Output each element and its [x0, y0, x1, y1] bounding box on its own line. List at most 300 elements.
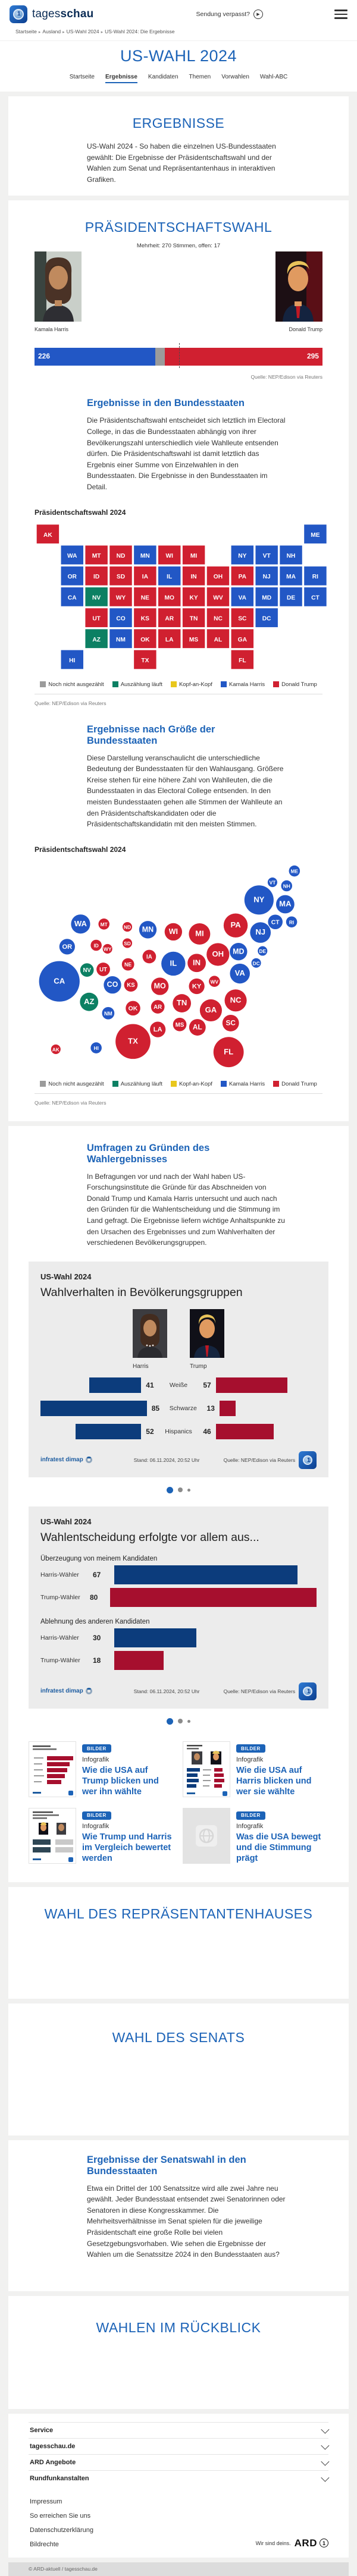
legend-label: Donald Trump: [281, 681, 317, 688]
trump-bar: [114, 1651, 164, 1670]
state-label-MS: MS: [189, 636, 199, 643]
state-bubble-label-IA: IA: [146, 954, 152, 961]
state-label-MT: MT: [92, 552, 101, 559]
legend-label: Noch nicht ausgezählt: [48, 681, 104, 688]
state-label-HI: HI: [69, 657, 76, 664]
majority-marker: [179, 343, 180, 368]
legend-label: Noch nicht ausgezählt: [48, 1080, 104, 1087]
state-label-KY: KY: [189, 594, 198, 601]
provider-logo: infratest dimap: [40, 1688, 92, 1694]
state-label-WA: WA: [67, 552, 77, 559]
demographics-chart: [40, 1377, 317, 1439]
state-bubble-label-NV: NV: [83, 967, 91, 974]
breadcrumb-separator: ▸: [38, 30, 41, 34]
state-label-CO: CO: [116, 615, 126, 622]
state-bubble-label-AK: AK: [52, 1046, 60, 1053]
state-label-SD: SD: [116, 573, 126, 580]
carousel-dot-1[interactable]: [167, 1487, 173, 1493]
breadcrumb-current[interactable]: US-Wahl 2024: Die Ergebnisse: [105, 29, 175, 34]
demo-row-schwarze: [40, 1401, 317, 1416]
house-card: [8, 1887, 349, 1999]
state-bubble-label-IL: IL: [170, 958, 177, 968]
legend-label: Auszählung läuft: [120, 1080, 162, 1087]
review-card: [8, 2296, 349, 2409]
harris-photo-block: [35, 251, 82, 332]
state-label-VT: VT: [262, 552, 271, 559]
voter-group-label: Harris-Wähler: [40, 1634, 79, 1641]
geo-map-label: Präsidentschaftswahl 2024: [35, 508, 126, 517]
state-bubble-label-VA: VA: [234, 968, 245, 977]
legend-item: [112, 681, 162, 688]
harris-photo: [35, 251, 82, 322]
globe-placeholder-icon: [195, 1824, 218, 1848]
state-label-OH: OH: [213, 573, 223, 580]
hub-tabs: [0, 74, 357, 83]
teaser-title: Wie Trump und Harris im Vergleich bewertet werden: [82, 1832, 172, 1864]
teaser-harris-profile[interactable]: [183, 1741, 328, 1797]
senate-card: [8, 2003, 349, 2135]
state-bubble-label-WV: WV: [210, 978, 219, 985]
page-title: US-WAHL 2024: [120, 47, 237, 65]
source-note: Quelle: NEP/Edison via Reuters: [250, 374, 322, 380]
state-label-IL: IL: [167, 573, 173, 580]
carousel-dot-2[interactable]: [178, 1719, 183, 1723]
breadcrumb: [10, 25, 347, 39]
ard-brand: [256, 2537, 328, 2549]
ard-claim-text: Wir sind deins.: [255, 2540, 291, 2546]
carousel-dots: [8, 1487, 349, 1493]
infographic-footer: [40, 1451, 317, 1469]
state-label-WY: WY: [115, 594, 126, 601]
state-bubble-label-MI: MI: [195, 929, 204, 938]
state-label-NH: NH: [286, 552, 296, 559]
us-states-bubble-map[interactable]: [35, 860, 332, 1072]
trump-photo-block: [275, 251, 322, 332]
voter-group-label: Trump-Wähler: [40, 1656, 80, 1664]
carousel-dot-1[interactable]: [167, 1718, 173, 1725]
legend-item: [171, 681, 212, 688]
breadcrumb-separator: ▸: [101, 30, 104, 34]
candidates-row: [35, 251, 322, 341]
legend-item: [273, 1081, 317, 1087]
breadcrumb-separator: ▸: [62, 30, 65, 34]
state-label-NC: NC: [214, 615, 223, 622]
decision-row: [40, 1650, 317, 1671]
state-label-UT: UT: [92, 615, 101, 622]
state-bubble-label-AL: AL: [192, 1023, 202, 1031]
election-hub-header: [0, 40, 357, 92]
us-states-map[interactable]: [35, 523, 332, 672]
ard-one-icon: 1: [320, 2539, 328, 2547]
harris-votes: 226: [38, 352, 51, 361]
state-label-DE: DE: [286, 594, 296, 601]
legend-swatch: [112, 1081, 118, 1087]
state-bubble-label-LA: LA: [153, 1026, 162, 1033]
legend-label: Kamala Harris: [228, 681, 265, 688]
size-section-text: Diese Darstellung veranschaulicht die unterschiedliche Bedeutung der Bundesstaaten für den Wahlausgang. Größere Kreise stehen für eine höhere Zahl von Wahlleuten, die die Bundesstaaten in das Electoral College entsenden. In den meisten Bundesstaaten gehen alle Stimmen der Wahlleute an den Präsidentschaftskandidaten oder die Präsidentschaftskandidatin mit den meisten Stimmen.: [87, 753, 284, 829]
state-bubble-label-NE: NE: [124, 961, 132, 968]
results-intro-text: US-Wahl 2024 - So haben die einzelnen US-Bundesstaaten gewählt: Die Ergebnisse der Präsidentschaftswahl und der Wahlen zum Senat und Repräsentantenhaus in interaktiven Grafiken.: [87, 142, 276, 184]
teaser-title: Was die USA bewegt und die Stimmung prägt: [236, 1832, 321, 1864]
provider-ring-icon: [86, 1457, 92, 1463]
link-impressum[interactable]: Impressum: [30, 2498, 62, 2505]
state-label-LA: LA: [165, 636, 174, 643]
state-bubble-label-GA: GA: [205, 1005, 217, 1014]
state-label-WI: WI: [165, 552, 173, 559]
infographic-decision: [29, 1506, 328, 1709]
state-bubble-label-DE: DE: [259, 948, 267, 954]
state-bubble-label-NH: NH: [283, 883, 290, 889]
breadcrumb-ausland[interactable]: Ausland: [42, 29, 61, 34]
footer-accordion-service[interactable]: Service: [29, 2422, 328, 2438]
infographic-demographics: [29, 1262, 328, 1477]
state-label-IN: IN: [190, 573, 197, 580]
state-bubble-label-NM: NM: [104, 1010, 112, 1017]
infographic-title: Wahlverhalten in Bevölkerungsgruppen: [40, 1285, 243, 1299]
chevron-down-icon: [321, 2425, 329, 2433]
legend-swatch: [221, 681, 227, 687]
state-label-NV: NV: [92, 594, 101, 601]
senate-heading: WAHL DES SENATS: [112, 2029, 245, 2045]
infographic-source: Quelle: NEP/Edison via Reuters: [223, 1457, 296, 1463]
legend-swatch: [112, 681, 118, 687]
state-label-AZ: AZ: [92, 636, 101, 643]
state-bubble-label-PA: PA: [230, 920, 241, 929]
state-label-NE: NE: [140, 594, 149, 601]
decision-row: [40, 1565, 317, 1585]
globe-icon: [13, 9, 24, 20]
infographic-kicker: US-Wahl 2024: [40, 1272, 92, 1281]
legend-item: [40, 681, 104, 688]
state-bubble-label-CA: CA: [54, 976, 65, 985]
president-card: [8, 200, 349, 1121]
play-icon[interactable]: ▶: [253, 10, 263, 19]
state-label-AK: AK: [43, 531, 52, 539]
tab-themen[interactable]: Themen: [189, 74, 211, 80]
state-label-DC: DC: [262, 615, 271, 622]
divider: [35, 1093, 322, 1094]
state-label-MA: MA: [286, 573, 296, 580]
trump-value: 57: [203, 1380, 211, 1389]
state-bubble-label-CO: CO: [107, 980, 118, 989]
state-label-AL: AL: [214, 636, 223, 643]
state-bubble-label-MN: MN: [142, 925, 154, 934]
infographic-title: Wahlentscheidung erfolgte vor allem aus...: [40, 1530, 259, 1544]
breadcrumb-uswahl[interactable]: US-Wahl 2024: [66, 29, 99, 34]
legend-swatch: [221, 1081, 227, 1087]
harris-bar: [40, 1401, 147, 1416]
tab-kandidaten[interactable]: Kandidaten: [148, 74, 178, 80]
harris-thumb-photo: [133, 1309, 167, 1358]
legend-item: [273, 681, 317, 688]
voter-group-label: Harris-Wähler: [40, 1571, 79, 1578]
bubble-map-label: Präsidentschaftswahl 2024: [35, 845, 126, 854]
tab-wahl-abc[interactable]: Wahl-ABC: [259, 74, 288, 80]
teaser-thumbnail-placeholder: [183, 1808, 230, 1864]
globe-icon: [303, 1455, 312, 1465]
state-label-ND: ND: [116, 552, 126, 559]
demo-row-hispanics: [40, 1424, 317, 1439]
demo-row-weiße: [40, 1377, 317, 1393]
carousel-dots: [8, 1718, 349, 1725]
legend-item: [221, 681, 265, 688]
harris-value: 41: [146, 1380, 154, 1389]
trump-photo: [275, 251, 322, 322]
bilder-badge: BILDER: [236, 1811, 265, 1820]
survey-heading: Umfragen zu Gründen des Wahlergebnisses: [87, 1142, 210, 1165]
legend-label: Kamala Harris: [228, 1080, 265, 1087]
state-label-PA: PA: [238, 573, 247, 580]
state-bubble-label-IN: IN: [193, 957, 201, 967]
state-bubble-label-CT: CT: [271, 919, 280, 926]
state-bubble-label-AR: AR: [154, 1004, 162, 1011]
group-label: Hispanics: [165, 1427, 192, 1435]
harris-name: Kamala Harris: [35, 326, 69, 333]
teaser-compare-rating[interactable]: [29, 1808, 174, 1864]
state-bubble-label-MD: MD: [233, 946, 245, 955]
state-bubble-label-OH: OH: [212, 949, 224, 958]
trump-bar: [216, 1424, 274, 1439]
state-bubble-label-WY: WY: [103, 946, 112, 952]
trump-name: Donald Trump: [289, 326, 322, 333]
menu-icon[interactable]: [334, 10, 347, 19]
tagesschau-logo-icon: [299, 1451, 317, 1469]
state-bubble-label-TN: TN: [176, 998, 187, 1007]
carousel-dot-3[interactable]: [187, 1489, 190, 1492]
tab-startseite[interactable]: Startseite: [69, 74, 95, 80]
legend-label: Kopf-an-Kopf: [178, 1080, 212, 1087]
legend-swatch: [171, 681, 177, 687]
value: 80: [89, 1593, 98, 1602]
legend-swatch: [273, 681, 279, 687]
decision-group-title: Überzeugung von meinem Kandidaten: [40, 1555, 158, 1562]
tagesschau-logo-icon[interactable]: [10, 5, 27, 23]
state-label-WV: WV: [213, 594, 223, 601]
ard-logo: ARD: [294, 2537, 317, 2549]
map-legend: [8, 681, 349, 688]
carousel-dot-3[interactable]: [187, 1720, 190, 1723]
state-bubble-label-ME: ME: [290, 868, 299, 875]
chevron-down-icon: [321, 2441, 329, 2449]
globe-icon: [303, 1687, 312, 1696]
president-heading: PRÄSIDENTSCHAFTSWAHL: [84, 219, 273, 235]
bilder-badge: BILDER: [82, 1744, 111, 1753]
decision-row: [40, 1587, 317, 1608]
state-label-ID: ID: [93, 573, 100, 580]
trump-bar: [220, 1401, 236, 1416]
map-legend: [8, 1081, 349, 1087]
state-bubble-label-NJ: NJ: [255, 927, 266, 936]
voter-group-label: Trump-Wähler: [40, 1593, 80, 1601]
group-label: Weiße: [169, 1381, 188, 1389]
value: 30: [93, 1633, 101, 1642]
teaser-thumbnail: [29, 1808, 76, 1864]
infographic-photos: [40, 1309, 317, 1370]
missed-show-link[interactable]: [196, 10, 263, 19]
state-bubble-label-WI: WI: [168, 927, 178, 936]
group-label: Schwarze: [169, 1404, 197, 1412]
footer-accordion-ard[interactable]: ARD Angebote: [29, 2454, 328, 2470]
teaser-kicker: Infografik: [82, 1823, 109, 1830]
bubble-map-wrap: [35, 860, 322, 1075]
state-bubble-label-MA: MA: [279, 899, 292, 908]
breadcrumb-startseite[interactable]: Startseite: [15, 29, 37, 34]
state-label-MO: MO: [164, 594, 174, 601]
link-bildrechte[interactable]: Bildrechte: [30, 2540, 59, 2548]
legend-label: Donald Trump: [281, 1080, 317, 1087]
tab-vorwahlen[interactable]: Vorwahlen: [221, 74, 249, 80]
house-heading: WAHL DES REPRÄSENTANTENHAUSES: [44, 1905, 313, 1921]
state-label-CT: CT: [311, 594, 320, 601]
state-label-NJ: NJ: [262, 573, 271, 580]
infographic-kicker: US-Wahl 2024: [40, 1517, 92, 1526]
ev-segment-donald-trump: [165, 348, 322, 366]
teaser-title: Wie die USA auf Trump blicken und wer ihn wählte: [82, 1765, 159, 1797]
trump-votes: 295: [306, 352, 319, 361]
harris-bar: [76, 1424, 140, 1439]
harris-value: 52: [146, 1427, 154, 1436]
electoral-bar-wrap: [35, 343, 322, 368]
state-bubble-label-VT: VT: [269, 879, 276, 886]
size-section-heading: Ergebnisse nach Größe der Bundesstaaten: [87, 724, 215, 746]
chevron-down-icon: [321, 2457, 329, 2465]
trump-bar: [216, 1377, 287, 1393]
value: 67: [93, 1570, 101, 1579]
senate-results-text: Etwa ein Drittel der 100 Senatssitze wird alle zwei Jahre neu gewählt. Jeder Bundesstaat entsendet zwei Senatorinnen oder Senatoren in diese Kongresskammer. Die Mehrheitsverhältnisse im Senat spielen für die jeweilige Präsidentschaft eine große Rolle bei vielen Gesetzgebungsvorhaben. Wie sehen die Ergebnisse der Wahlen um die Senatssitze 2024 in den Bundesstaaten aus?: [87, 2184, 286, 2259]
state-label-SC: SC: [238, 615, 247, 622]
state-bubble-label-AZ: AZ: [84, 996, 95, 1006]
state-bubble-label-UT: UT: [99, 966, 107, 973]
state-bubble-label-NY: NY: [253, 895, 265, 904]
teaser-thumbnail: [29, 1741, 76, 1797]
teaser-mood[interactable]: [183, 1808, 328, 1864]
state-label-TX: TX: [141, 657, 149, 664]
state-bubble-label-NC: NC: [230, 995, 242, 1005]
state-label-RI: RI: [312, 573, 319, 580]
provider-logo: infratest dimap: [40, 1457, 92, 1463]
link-kontakt[interactable]: So erreichen Sie uns: [30, 2512, 91, 2520]
legend-swatch: [40, 1081, 46, 1087]
legend-item: [40, 1081, 104, 1087]
decision-row: [40, 1628, 317, 1648]
state-label-MN: MN: [140, 552, 150, 559]
senate-results-heading: Ergebnisse der Senatswahl in den Bundesstaaten: [87, 2154, 246, 2176]
teaser-trump-profile[interactable]: [29, 1741, 174, 1797]
stand-timestamp: Stand: 06.11.2024, 20:52 Uhr: [133, 1688, 200, 1694]
state-label-VA: VA: [238, 594, 247, 601]
trump-bar: [110, 1588, 317, 1607]
trump-value: 13: [206, 1404, 215, 1413]
ev-segment-offen: [155, 348, 164, 366]
trump-value: 46: [203, 1427, 211, 1436]
state-bubble-label-SD: SD: [124, 940, 131, 946]
chevron-down-icon: [321, 2473, 329, 2481]
copyright-bar: [8, 2562, 349, 2576]
state-bubble-label-FL: FL: [224, 1046, 234, 1056]
state-bubble-label-MS: MS: [175, 1021, 184, 1028]
state-bubble-label-ID: ID: [93, 942, 99, 949]
state-bubble-label-KS: KS: [127, 982, 135, 989]
legend-swatch: [40, 681, 46, 687]
state-bubble-label-WA: WA: [74, 919, 87, 928]
state-label-IA: IA: [142, 573, 148, 580]
footer-accordion-rundfunk[interactable]: Rundfunkanstalten: [29, 2470, 328, 2486]
legend-label: Auszählung läuft: [120, 681, 162, 688]
majority-note: Mehrheit: 270 Stimmen, offen: 17: [136, 243, 221, 250]
geo-map-wrap: [35, 523, 322, 675]
survey-text: In Befragungen vor und nach der Wahl haben US-Forschungsinstitute die Gründe für das Abschneiden von Donald Trump und Kamala Harris untersucht und auch nach den Gründen für die Wahlentscheidung und die Stimmung im Land gefragt. Die Ergebnisse liefern wichtige Anhaltspunkte zu den Ursachen des Ergebnisses und zum Wahlverhalten der verschiedenen Bevölkerungsgruppen.: [87, 1172, 285, 1247]
state-bubble-label-ND: ND: [123, 924, 131, 930]
state-label-ME: ME: [311, 531, 320, 539]
state-bubble-label-MT: MT: [100, 921, 108, 927]
teaser-kicker: Infografik: [82, 1756, 109, 1763]
bilder-badge: BILDER: [82, 1811, 111, 1820]
bilder-badge: BILDER: [236, 1744, 265, 1753]
harris-bar: [114, 1565, 298, 1584]
state-label-MI: MI: [190, 552, 198, 559]
legend-item: [221, 1081, 265, 1087]
harris-bar: [89, 1377, 140, 1393]
trump-thumb-photo: [190, 1309, 224, 1358]
state-label-FL: FL: [239, 657, 246, 664]
state-label-NM: NM: [116, 636, 126, 643]
legend-label: Kopf-an-Kopf: [178, 681, 212, 688]
missed-show-label: Sendung verpasst?: [196, 11, 250, 18]
state-bubble-label-DC: DC: [252, 960, 260, 966]
legend-item: [112, 1081, 162, 1087]
footer-accordion-tagesschau[interactable]: tagesschau.de: [29, 2438, 328, 2454]
legend-item: [171, 1081, 212, 1087]
state-bubble-label-SC: SC: [226, 1018, 236, 1027]
harris-value: 85: [151, 1404, 160, 1413]
teaser-title: Wie die USA auf Harris blicken und wer sie wählte: [236, 1765, 312, 1797]
state-label-TN: TN: [189, 615, 198, 622]
state-bubble-label-TX: TX: [128, 1036, 138, 1046]
teaser-kicker: Infografik: [236, 1756, 264, 1763]
link-datenschutz[interactable]: Datenschutzerklärung: [30, 2526, 94, 2534]
tab-ergebnisse[interactable]: Ergebnisse: [105, 74, 137, 83]
decision-group-title: Ablehnung des anderen Kandidaten: [40, 1618, 150, 1625]
state-label-CA: CA: [67, 594, 77, 601]
infographic-footer: [40, 1682, 317, 1700]
legend-swatch: [273, 1081, 279, 1087]
state-label-NY: NY: [238, 552, 247, 559]
state-label-MD: MD: [262, 594, 272, 601]
geo-section-text: Die Präsidentschaftswahl entscheidet sich letztlich im Electoral College, in das die Bundesstaaten abhängig von ihrer Bevölkerungszahl unterschiedlich viele Wahlleute entsenden dürfen. Die Präsidentschaftswahl ist damit letztlich das Ergebnis einer Summe von Einzelwahlen in den Bundesstaaten. Die Ergebnisse in den Bundesstaaten im Detail.: [87, 416, 286, 491]
state-bubble-label-OK: OK: [128, 1005, 138, 1012]
infographic-source: Quelle: NEP/Edison via Reuters: [223, 1688, 296, 1694]
state-label-OK: OK: [140, 636, 150, 643]
teaser-thumbnail: [183, 1741, 230, 1797]
tagesschau-logo-icon: [299, 1682, 317, 1700]
site-header: [0, 0, 357, 40]
state-label-KS: KS: [140, 615, 149, 622]
value: 18: [93, 1656, 101, 1665]
harris-thumb-label: Harris: [133, 1363, 149, 1370]
results-intro-card: [8, 96, 349, 196]
state-label-AR: AR: [165, 615, 174, 622]
carousel-dot-2[interactable]: [178, 1487, 183, 1492]
state-bubble-label-MO: MO: [154, 982, 166, 990]
results-heading: ERGEBNISSE: [132, 115, 225, 131]
state-bubble-label-HI: HI: [93, 1045, 99, 1051]
copyright-text: © ARD-aktuell / tagesschau.de: [29, 2566, 98, 2572]
geo-section-heading: Ergebnisse in den Bundesstaaten: [87, 398, 245, 409]
review-heading: WAHLEN IM RÜCKBLICK: [96, 2319, 261, 2335]
brand-wordmark[interactable]: tagesschau: [32, 8, 94, 20]
state-label-GA: GA: [237, 636, 247, 643]
teaser-kicker: Infografik: [236, 1823, 264, 1830]
